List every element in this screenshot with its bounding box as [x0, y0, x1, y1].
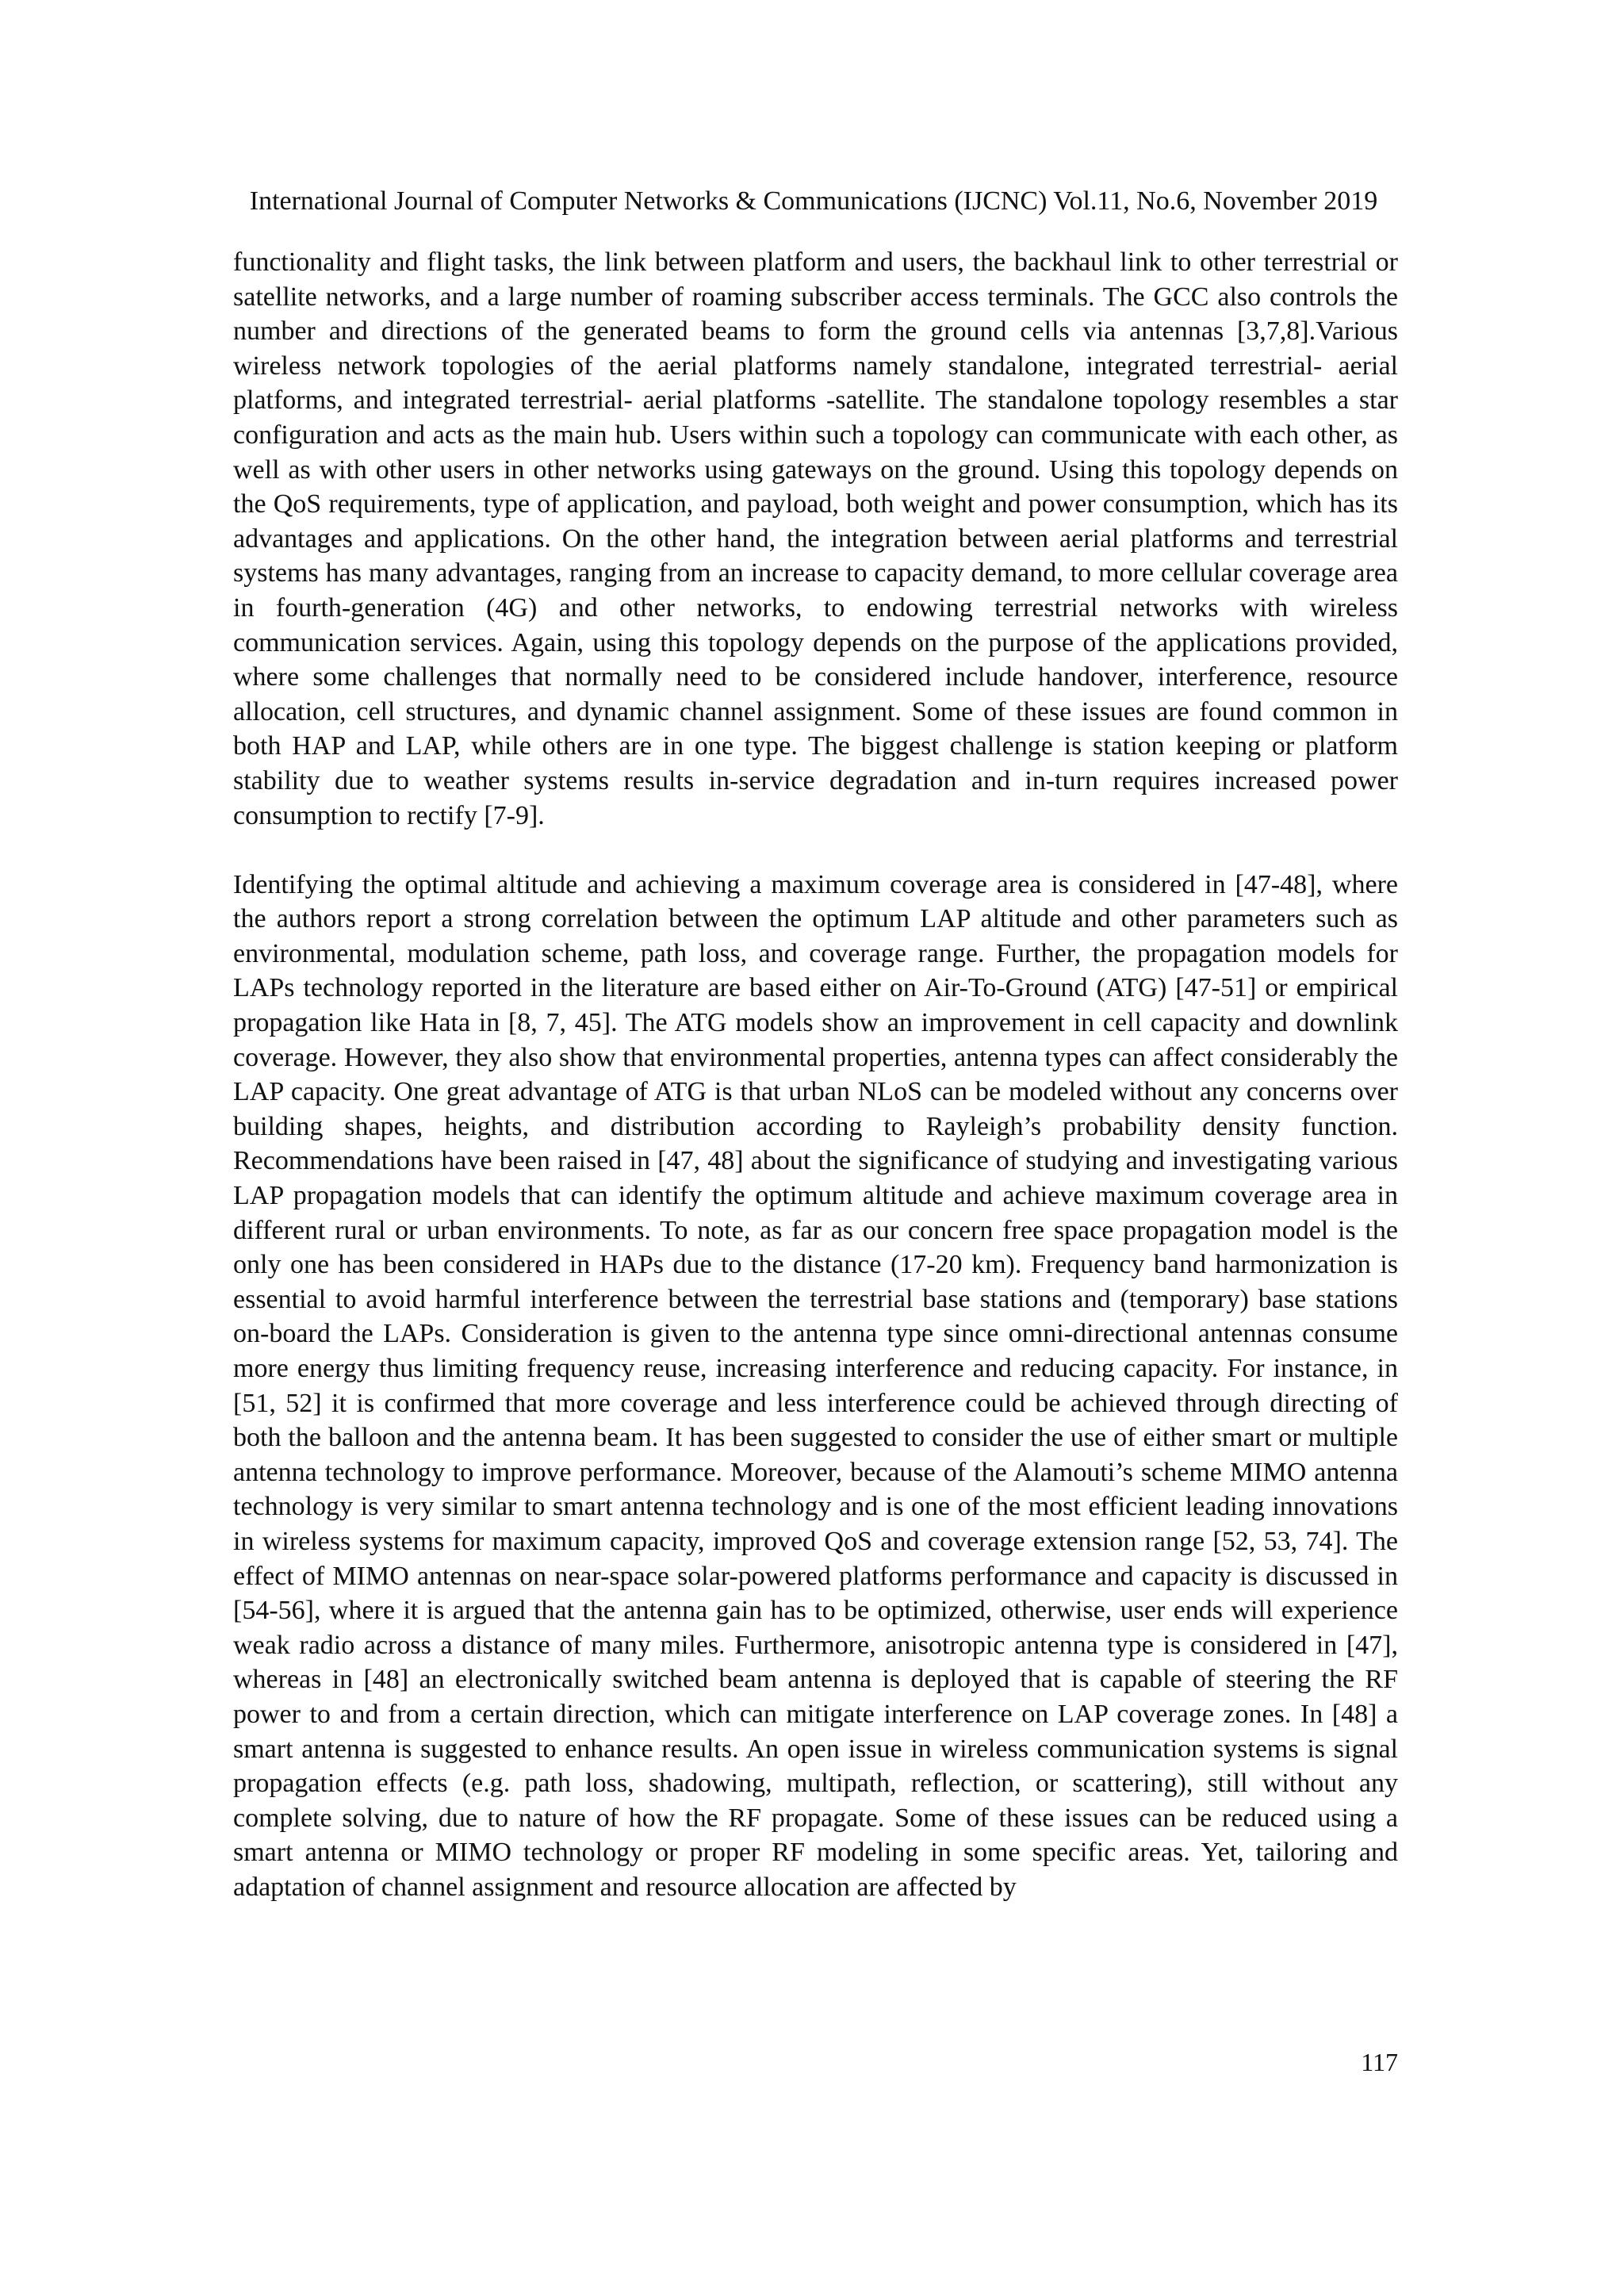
paragraph-1: functionality and flight tasks, the link between platform and users, the backhaul link to other terrestrial or satellite networks, and a large number of roaming subscriber access terminals. The GCC also controls the number and directions of the generated beams to form the ground cells via antennas [3,7,8].Various wireless network topologies of the aerial platforms namely standalone, integrated terrestrial- aerial platforms, and integrated terrestrial- aerial platforms -satellite. The standalone topology resembles a star configuration and acts as the main hub. Users within such a topology can communicate with each other, as well as with other users in other networks using gateways on the ground. Using this topology depends on the QoS requirements, type of application, and payload, both weight and power consumption, which has its advantages and applications. On the other hand, the integration between aerial platforms and terrestrial systems has many advantages, ranging from an increase to capacity demand, to more cellular coverage area in fourth-generation (4G) and other networks, to endowing terrestrial networks with wireless communication services. Again, using this topology depends on the purpose of the applications provided, where some challenges that normally need to be considered include handover, interference, resource allocation, cell structures, and dynamic channel assignment. Some of these issues are found common in both HAP and LAP, while others are in one type. The biggest challenge is station keeping or platform stability due to weather systems results in-service degradation and in-turn requires increased power consumption to rectify [7-9].	[233, 247, 1398, 830]
body-text	[233, 245, 1398, 1905]
paragraph-2: Identifying the optimal altitude and achieving a maximum coverage area is considered in [47-48], where the authors report a strong correlation between the optimum LAP altitude and other parameters such as environmental, modulation scheme, path loss, and coverage range. Further, the propagation models for LAPs technology reported in the literature are based either on Air-To-Ground (ATG) [47-51] or empirical propagation like Hata in [8, 7, 45]. The ATG models show an improvement in cell capacity and downlink coverage. However, they also show that environmental properties, antenna types can affect considerably the LAP capacity. One great advantage of ATG is that urban NLoS can be modeled without any concerns over building shapes, heights, and distribution according to Rayleigh’s probability density function. Recommendations have been raised in [47, 48] about the significance of studying and investigating various LAP propagation models that can identify the optimum altitude and achieve maximum coverage area in different rural or urban environments. To note, as far as our concern free space propagation model is the only one has been considered in HAPs due to the distance (17-20 km). Frequency band harmonization is essential to avoid harmful interference between the terrestrial base stations and (temporary) base stations on-board the LAPs. Consideration is given to the antenna type since omni-directional antennas consume more energy thus limiting frequency reuse, increasing interference and reducing capacity. For instance, in [51, 52] it is confirmed that more coverage and less interference could be achieved through directing of both the balloon and the antenna beam. It has been suggested to consider the use of either smart or multiple antenna technology to improve performance. Moreover, because of the Alamouti’s scheme MIMO antenna technology is very similar to smart antenna technology and is one of the most efficient leading innovations in wireless systems for maximum capacity, improved QoS and coverage extension range [52, 53, 74]. The effect of MIMO antennas on near-space solar-powered platforms performance and capacity is discussed in [54-56], where it is argued that the antenna gain has to be optimized, otherwise, user ends will experience weak radio across a distance of many miles. Furthermore, anisotropic antenna type is considered in [47], whereas in [48] an electronically switched beam antenna is deployed that is capable of steering the RF power to and from a certain direction, which can mitigate interference on LAP coverage zones. In [48] a smart antenna is suggested to enhance results. An open issue in wireless communication systems is signal propagation effects (e.g. path loss, shadowing, multipath, reflection, or scattering), still without any complete solving, due to nature of how the RF propagate. Some of these issues can be reduced using a smart antenna or MIMO technology or proper RF modeling in some specific areas. Yet, tailoring and adaptation of channel assignment and resource allocation are affected by	[233, 869, 1398, 1902]
running-header: International Journal of Computer Networks & Communications (IJCNC) Vol.11, No.6, November 2019	[249, 186, 1378, 216]
page-number: 117	[1361, 2048, 1398, 2076]
